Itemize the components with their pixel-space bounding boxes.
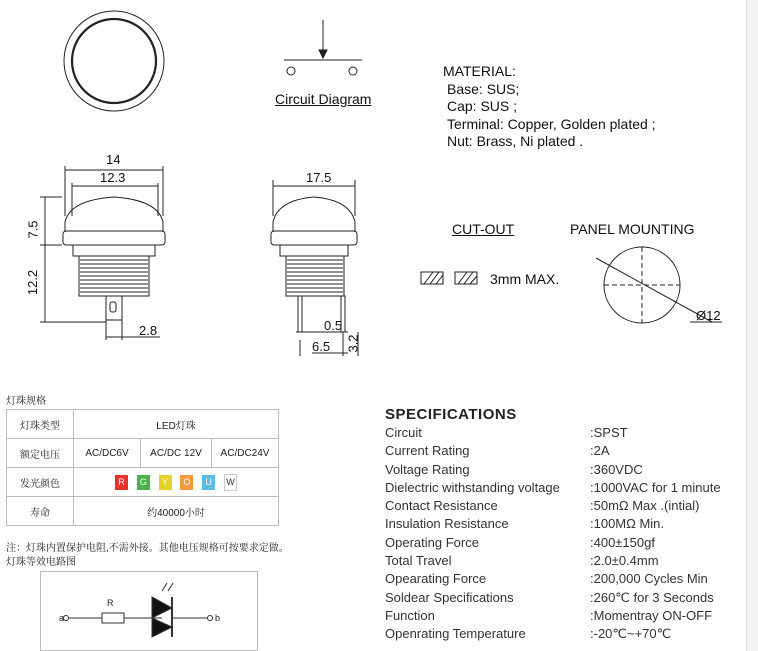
spec-key: Current Rating	[385, 443, 470, 459]
spec-key: Function	[385, 607, 435, 623]
material-block	[443, 63, 656, 151]
spec-value: :50mΩ Max .(intial)	[590, 498, 700, 514]
spec-row	[385, 590, 745, 608]
spec-row	[385, 626, 745, 644]
dim-2-8: 2.8	[139, 323, 158, 338]
side-view-right	[271, 180, 358, 356]
thickness-label: 3mm MAX.	[490, 271, 560, 287]
spec-key: Contact Resistance	[385, 498, 498, 514]
spec-value: :100MΩ Min.	[590, 516, 665, 532]
color-chip-orange: O	[180, 475, 193, 490]
color-chip-yellow: Y	[159, 475, 172, 490]
spec-key: Insulation Resistance	[385, 516, 509, 532]
cutout-label: CUT-OUT	[452, 221, 515, 237]
spec-value: :400±150gf	[590, 534, 655, 550]
dim-0-5: 0.5	[324, 318, 343, 333]
spec-row	[385, 535, 745, 553]
spec-key: Openrating Temperature	[385, 626, 526, 642]
material-terminal: Terminal: Copper, Golden plated ;	[447, 115, 656, 132]
light-color-chips	[74, 468, 279, 497]
dim-3-2: 3.2	[345, 334, 361, 353]
voltage-24v: AC/DC24V	[212, 439, 279, 468]
led-type-label: 灯珠类型	[7, 410, 74, 439]
lifespan-label: 寿命	[7, 497, 74, 526]
spec-value: :1000VAC for 1 minute	[590, 479, 721, 495]
voltage-12v: AC/DC 12V	[141, 439, 212, 468]
spec-row	[385, 608, 745, 626]
color-chip-red: R	[115, 475, 128, 490]
spec-key: Circuit	[385, 425, 422, 440]
spec-value: :Momentray ON-OFF	[590, 607, 713, 623]
dim-14: 14	[106, 152, 121, 167]
rated-voltage-label: 额定电压	[7, 439, 74, 468]
spec-value: :-20℃~+70℃	[590, 626, 672, 642]
circuit-node-a: a	[59, 613, 65, 623]
spec-value: :260℃ for 3 Seconds	[590, 589, 714, 605]
material-cap: Cap: SUS ;	[447, 98, 518, 114]
circuit-node-b: b	[215, 613, 221, 623]
top-view-drawing	[64, 11, 164, 111]
dim-12-2: 12.2	[25, 269, 41, 296]
led-spec-heading: 灯珠规格	[6, 396, 46, 407]
specifications-panel	[385, 406, 745, 645]
table-row	[7, 410, 279, 439]
circuit-diagram-symbol	[284, 20, 362, 75]
light-color-label: 发光颜色	[7, 468, 74, 497]
led-type-value: LED灯珠	[74, 410, 279, 439]
color-chip-green: G	[137, 475, 150, 490]
spec-value: :SPST	[590, 425, 628, 440]
lifespan-value: 约40000小时	[74, 497, 279, 526]
color-chip-white: W	[224, 474, 237, 491]
spec-row	[385, 462, 745, 480]
spec-value: :360VDC	[590, 461, 643, 477]
spec-value: :200,000 Cycles Min	[590, 571, 708, 587]
led-circuit-diagram	[40, 571, 258, 651]
table-row	[7, 439, 279, 468]
voltage-6v: AC/DC6V	[74, 439, 141, 468]
side-view-left	[40, 166, 165, 340]
spec-row	[385, 571, 745, 589]
dim-12-3: 12.3	[100, 170, 126, 185]
spec-key: Operating Force	[385, 534, 479, 550]
spec-row	[385, 516, 745, 534]
spec-row	[385, 480, 745, 498]
panel-mounting-label: PANEL MOUNTING	[570, 221, 695, 237]
cutout-symbol	[421, 272, 477, 284]
spec-key: Dielectric withstanding voltage	[385, 479, 560, 495]
dim-6-5: 6.5	[312, 339, 331, 354]
vertical-scrollbar[interactable]	[746, 0, 758, 651]
color-chip-blue: U	[202, 475, 215, 490]
spec-key: Voltage Rating	[385, 461, 470, 477]
material-nut: Nut: Brass, Ni plated .	[447, 133, 584, 149]
circuit-diagram-label: Circuit Diagram	[275, 91, 372, 107]
material-title: MATERIAL:	[443, 63, 516, 79]
specifications-list	[385, 425, 745, 645]
material-base: Base: SUS;	[447, 80, 520, 97]
dim-diameter: Ø12	[696, 308, 721, 323]
circuit-resistor-label: R	[107, 598, 114, 608]
spec-row	[385, 443, 745, 461]
table-row	[7, 468, 279, 497]
table-row	[7, 497, 279, 526]
led-spec-table	[6, 409, 279, 526]
dim-17-5: 17.5	[306, 170, 332, 185]
led-note: 注：灯珠内置保护电阻,不需外接。其他电压规格可按要求定做。	[6, 543, 289, 554]
specifications-title: SPECIFICATIONS	[385, 406, 517, 423]
dim-7-5: 7.5	[25, 220, 41, 239]
spec-key: Total Travel	[385, 553, 452, 569]
spec-row	[385, 498, 745, 516]
spec-row	[385, 553, 745, 571]
spec-value: :2.0±0.4mm	[590, 553, 659, 569]
spec-row	[385, 425, 745, 443]
led-circuit-heading: 灯珠等效电路图	[6, 557, 76, 568]
spec-value: :2A	[590, 443, 610, 459]
spec-key: Opearating Force	[385, 571, 487, 587]
spec-key: Soldear Specifications	[385, 589, 514, 605]
